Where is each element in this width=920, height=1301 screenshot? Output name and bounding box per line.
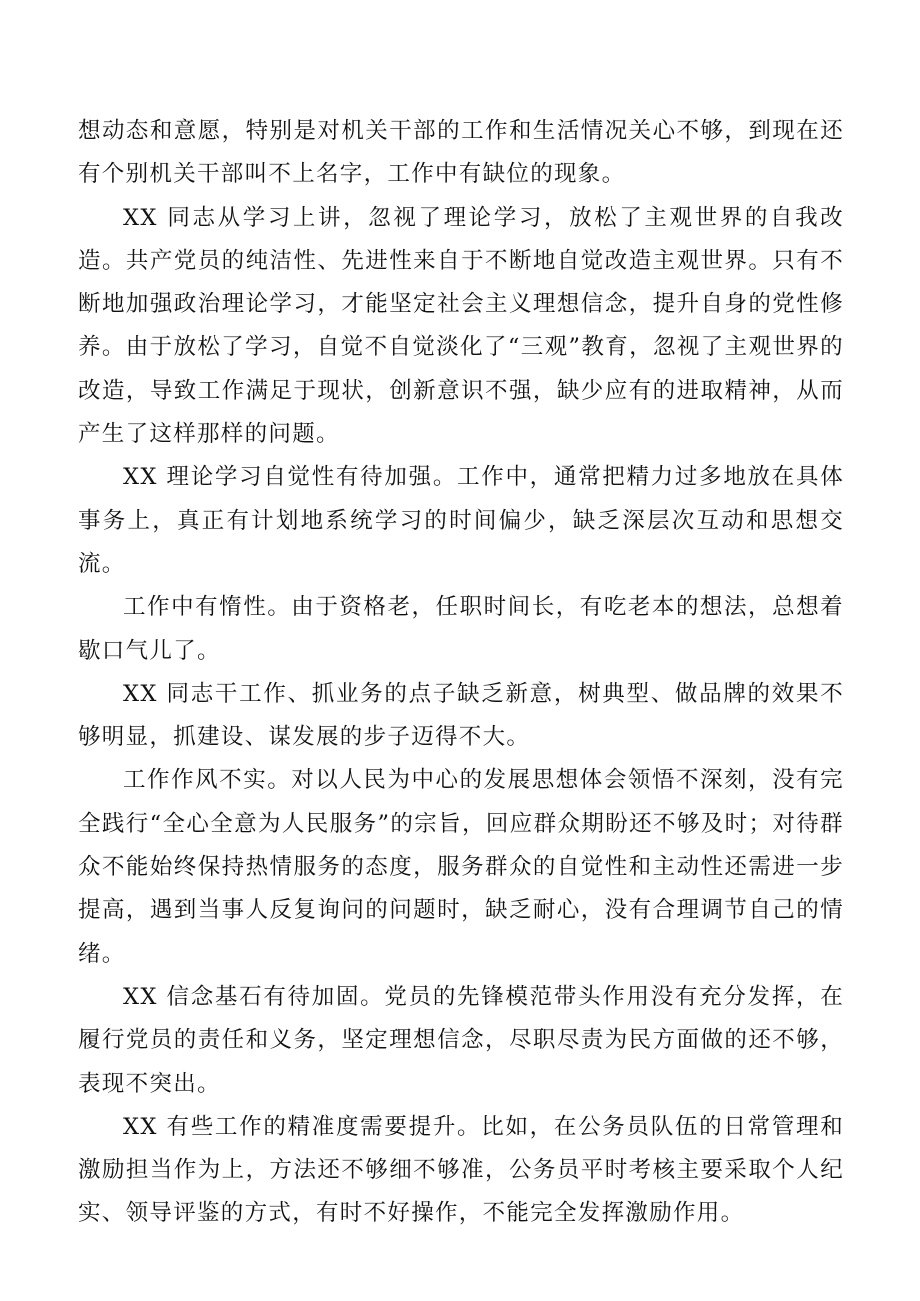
paragraph: XX 同志干工作、抓业务的点子缺乏新意，树典型、做品牌的效果不够明显，抓建设、谋发展的步子迈得不大。	[78, 680, 844, 751]
paragraph: XX 有些工作的精准度需要提升。比如，在公务员队伍的日常管理和激励担当作为上，方法还不够细不够准，公务员平时考核主要采取个人纪实、领导评鉴的方式，有时不好操作，不能完全发挥激励作用。	[78, 1113, 844, 1227]
paragraph: 工作中有惰性。由于资格老，任职时间长，有吃老本的想法，总想着歇口气儿了。	[78, 594, 844, 664]
paragraph: 工作作风不实。对以人民为中心的发展思想体会领悟不深刻，没有完全践行“全心全意为人民服务”的宗旨，回应群众期盼还不够及时；对待群众不能始终保持热情服务的态度，服务群众的自觉性和主动性还需进一步提高，遇到当事人反复询问的问题时，缺乏耐心，没有合理调节自己的情绪。	[78, 767, 844, 967]
paragraph: XX 信念基石有待加固。党员的先锋模范带头作用没有充分发挥，在履行党员的责任和义务，坚定理想信念，尽职尽责为民方面做的还不够，表现不突出。	[78, 983, 844, 1097]
document-body	[78, 110, 844, 1236]
paragraph-continued: 想动态和意愿，特别是对机关干部的工作和生活情况关心不够，到现在还有个别机关干部叫不上名字，工作中有缺位的现象。	[78, 118, 844, 188]
paragraph: XX 理论学习自觉性有待加强。工作中，通常把精力过多地放在具体事务上，真正有计划地系统学习的时间偏少，缺乏深层次互动和思想交流。	[78, 464, 844, 577]
paragraph: XX 同志从学习上讲，忽视了理论学习，放松了主观世界的自我改造。共产党员的纯洁性、先进性来自于不断地自觉改造主观世界。只有不断地加强政治理论学习，才能坚定社会主义理想信念，提升自身的党性修养。由于放松了学习，自觉不自觉淡化了“三观”教育，忽视了主观世界的改造，导致工作满足于现状，创新意识不强，缺少应有的进取精神，从而产生了这样那样的问题。	[78, 204, 844, 448]
